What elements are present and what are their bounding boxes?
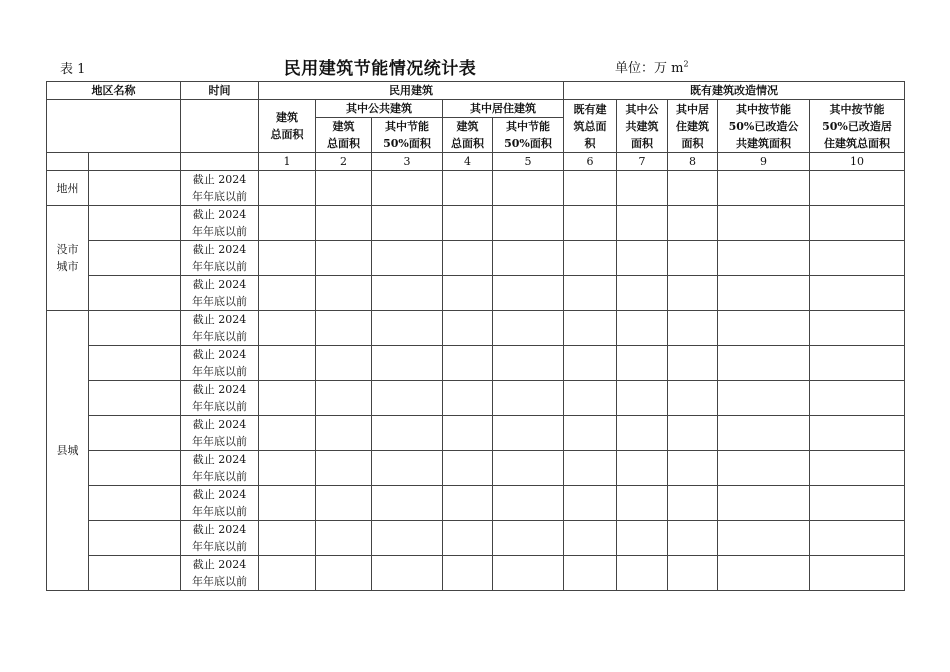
data-cell[interactable] bbox=[316, 276, 372, 311]
data-cell[interactable] bbox=[564, 521, 617, 556]
data-cell[interactable] bbox=[617, 276, 668, 311]
data-cell[interactable] bbox=[316, 556, 372, 591]
header-retrofit-public bbox=[718, 100, 810, 153]
data-cell[interactable] bbox=[372, 276, 443, 311]
time-line2: 年年底以前 bbox=[192, 540, 247, 553]
data-cell[interactable] bbox=[718, 486, 810, 521]
data-cell[interactable] bbox=[316, 206, 372, 241]
data-cell[interactable] bbox=[617, 171, 668, 206]
column-number: 9 bbox=[718, 153, 810, 171]
time-line2: 年年底以前 bbox=[192, 225, 247, 238]
table-row bbox=[47, 346, 905, 381]
header-total-area bbox=[259, 100, 316, 153]
data-cell[interactable] bbox=[718, 241, 810, 276]
header-civil-buildings: 民用建筑 bbox=[259, 82, 564, 100]
data-cell[interactable] bbox=[668, 346, 718, 381]
data-cell[interactable] bbox=[718, 451, 810, 486]
data-cell[interactable] bbox=[259, 206, 316, 241]
region-city-line2: 城市 bbox=[56, 260, 79, 273]
data-cell[interactable] bbox=[718, 171, 810, 206]
data-cell[interactable] bbox=[718, 276, 810, 311]
header-residential-group: 其中居住建筑 bbox=[443, 100, 564, 118]
column-number: 6 bbox=[564, 153, 617, 171]
time-line1: 截止 2024 bbox=[192, 453, 247, 466]
header-existing-residential bbox=[668, 100, 718, 153]
data-cell[interactable] bbox=[617, 451, 668, 486]
data-cell[interactable] bbox=[617, 311, 668, 346]
unit-label bbox=[615, 57, 689, 76]
data-cell[interactable] bbox=[564, 416, 617, 451]
data-cell[interactable] bbox=[316, 171, 372, 206]
time-cell bbox=[181, 311, 259, 346]
header-retrofit-residential-line3: 住建筑总面积 bbox=[824, 136, 890, 150]
data-cell[interactable] bbox=[617, 521, 668, 556]
table-row bbox=[47, 556, 905, 591]
data-cell[interactable] bbox=[493, 206, 564, 241]
data-cell[interactable] bbox=[617, 206, 668, 241]
region-subname-cell[interactable] bbox=[89, 521, 181, 556]
time-line1: 截止 2024 bbox=[192, 348, 247, 361]
data-cell[interactable] bbox=[259, 346, 316, 381]
time-line1: 截止 2024 bbox=[192, 418, 247, 431]
data-cell[interactable] bbox=[493, 521, 564, 556]
time-line1: 截止 2024 bbox=[192, 558, 247, 571]
data-cell[interactable] bbox=[617, 346, 668, 381]
header-public-group: 其中公共建筑 bbox=[316, 100, 443, 118]
table-row bbox=[47, 521, 905, 556]
data-cell[interactable] bbox=[372, 486, 443, 521]
table-row bbox=[47, 381, 905, 416]
data-cell[interactable] bbox=[443, 486, 493, 521]
region-subname-cell[interactable] bbox=[89, 451, 181, 486]
header-public-area bbox=[316, 118, 372, 153]
data-cell[interactable] bbox=[668, 521, 718, 556]
header-retrofit-public-line3: 共建筑面积 bbox=[736, 136, 791, 150]
data-cell[interactable] bbox=[810, 206, 905, 241]
data-cell[interactable] bbox=[810, 311, 905, 346]
data-cell[interactable] bbox=[443, 241, 493, 276]
column-number: 7 bbox=[617, 153, 668, 171]
header-public-50-line2: 50%面积 bbox=[383, 137, 431, 150]
data-cell[interactable] bbox=[564, 311, 617, 346]
region-subname-cell[interactable] bbox=[89, 486, 181, 521]
data-cell[interactable] bbox=[443, 206, 493, 241]
data-cell[interactable] bbox=[668, 486, 718, 521]
column-number: 8 bbox=[668, 153, 718, 171]
header-existing-public-line1: 其中公 bbox=[625, 102, 659, 116]
data-cell[interactable] bbox=[316, 416, 372, 451]
data-cell[interactable] bbox=[493, 451, 564, 486]
time-line2: 年年底以前 bbox=[192, 260, 247, 273]
table-row bbox=[47, 311, 905, 346]
data-cell[interactable] bbox=[259, 521, 316, 556]
data-cell[interactable] bbox=[316, 486, 372, 521]
data-cell[interactable] bbox=[564, 206, 617, 241]
data-cell[interactable] bbox=[617, 241, 668, 276]
column-number-row bbox=[47, 153, 905, 171]
time-line2: 年年底以前 bbox=[192, 330, 247, 343]
time-line1: 截止 2024 bbox=[192, 208, 247, 221]
header-existing-public bbox=[617, 100, 668, 153]
header-retrofit-residential-line1: 其中按节能 bbox=[829, 102, 885, 116]
data-cell[interactable] bbox=[617, 486, 668, 521]
data-cell[interactable] bbox=[718, 206, 810, 241]
data-cell[interactable] bbox=[668, 311, 718, 346]
data-cell[interactable] bbox=[493, 276, 564, 311]
data-cell[interactable] bbox=[668, 206, 718, 241]
data-cell[interactable] bbox=[564, 381, 617, 416]
region-subname-cell[interactable] bbox=[89, 416, 181, 451]
time-cell bbox=[181, 521, 259, 556]
data-cell[interactable] bbox=[718, 521, 810, 556]
data-cell[interactable] bbox=[493, 556, 564, 591]
time-cell bbox=[181, 346, 259, 381]
data-cell[interactable] bbox=[316, 451, 372, 486]
data-cell[interactable] bbox=[372, 521, 443, 556]
data-cell[interactable] bbox=[718, 381, 810, 416]
table-number: 表 1 bbox=[60, 62, 86, 77]
header-existing-retrofit: 既有建筑改造情况 bbox=[564, 82, 905, 100]
colnum-blank bbox=[181, 153, 259, 171]
time-line2: 年年底以前 bbox=[192, 190, 247, 203]
data-cell[interactable] bbox=[316, 311, 372, 346]
data-cell[interactable] bbox=[443, 521, 493, 556]
region-city bbox=[47, 206, 89, 311]
header-total-area-line2: 总面积 bbox=[270, 128, 304, 141]
data-cell[interactable] bbox=[810, 556, 905, 591]
data-cell[interactable] bbox=[564, 171, 617, 206]
header-row-2 bbox=[47, 100, 905, 118]
data-cell[interactable] bbox=[493, 381, 564, 416]
data-cell[interactable] bbox=[493, 171, 564, 206]
region-subname-cell[interactable] bbox=[89, 276, 181, 311]
table-row bbox=[47, 276, 905, 311]
data-cell[interactable] bbox=[443, 556, 493, 591]
data-cell[interactable] bbox=[668, 276, 718, 311]
data-cell[interactable] bbox=[259, 416, 316, 451]
time-line1: 截止 2024 bbox=[192, 173, 247, 186]
time-cell bbox=[181, 416, 259, 451]
time-line2: 年年底以前 bbox=[192, 470, 247, 483]
region-subname-cell[interactable] bbox=[89, 311, 181, 346]
time-line2: 年年底以前 bbox=[192, 295, 247, 308]
data-cell[interactable] bbox=[564, 346, 617, 381]
data-cell[interactable] bbox=[564, 451, 617, 486]
data-cell[interactable] bbox=[668, 416, 718, 451]
data-cell[interactable] bbox=[668, 171, 718, 206]
data-cell[interactable] bbox=[443, 346, 493, 381]
time-line1: 截止 2024 bbox=[192, 278, 247, 291]
data-cell[interactable] bbox=[810, 451, 905, 486]
data-cell[interactable] bbox=[372, 381, 443, 416]
data-cell[interactable] bbox=[316, 346, 372, 381]
time-cell bbox=[181, 276, 259, 311]
header-existing-residential-line3: 面积 bbox=[681, 136, 704, 150]
data-cell[interactable] bbox=[443, 381, 493, 416]
data-cell[interactable] bbox=[259, 556, 316, 591]
region-city-line1: 没市 bbox=[56, 243, 79, 256]
data-cell[interactable] bbox=[372, 311, 443, 346]
time-line1: 截止 2024 bbox=[192, 243, 247, 256]
header-existing-total-line1: 既有建 bbox=[573, 102, 607, 116]
data-cell[interactable] bbox=[316, 241, 372, 276]
header-blank-region bbox=[47, 100, 181, 153]
header-existing-residential-line2: 住建筑 bbox=[676, 119, 709, 133]
data-cell[interactable] bbox=[493, 241, 564, 276]
column-number: 2 bbox=[316, 153, 372, 171]
data-cell[interactable] bbox=[372, 346, 443, 381]
column-number: 4 bbox=[443, 153, 493, 171]
data-cell[interactable] bbox=[617, 416, 668, 451]
header-public-50-line1: 其中节能 bbox=[385, 120, 429, 133]
header-retrofit-residential bbox=[810, 100, 905, 153]
data-cell[interactable] bbox=[668, 556, 718, 591]
data-cell[interactable] bbox=[443, 451, 493, 486]
unit-prefix: 单位：万 m bbox=[615, 61, 684, 76]
column-number: 10 bbox=[810, 153, 905, 171]
header-existing-total-line2: 筑总面 bbox=[573, 119, 607, 133]
table-row bbox=[47, 206, 905, 241]
header-retrofit-residential-line2: 50%已改造居 bbox=[822, 119, 892, 133]
header-region: 地区名称 bbox=[47, 82, 181, 100]
data-cell[interactable] bbox=[810, 416, 905, 451]
document-title: 民用建筑节能情况统计表 bbox=[283, 59, 477, 79]
data-cell[interactable] bbox=[316, 381, 372, 416]
region-subname-cell[interactable] bbox=[89, 206, 181, 241]
data-cell[interactable] bbox=[718, 416, 810, 451]
data-cell[interactable] bbox=[316, 521, 372, 556]
header-public-50 bbox=[372, 118, 443, 153]
data-cell[interactable] bbox=[259, 171, 316, 206]
data-cell[interactable] bbox=[718, 346, 810, 381]
region-county: 县城 bbox=[47, 311, 89, 591]
data-cell[interactable] bbox=[372, 206, 443, 241]
data-cell[interactable] bbox=[493, 346, 564, 381]
time-line2: 年年底以前 bbox=[192, 365, 247, 378]
table-row bbox=[47, 416, 905, 451]
data-cell[interactable] bbox=[668, 451, 718, 486]
table-row bbox=[47, 451, 905, 486]
time-line1: 截止 2024 bbox=[192, 313, 247, 326]
header-residential-50-line1: 其中节能 bbox=[506, 120, 550, 133]
time-line1: 截止 2024 bbox=[192, 523, 247, 536]
header-residential-area-line2: 总面积 bbox=[451, 137, 484, 150]
data-cell[interactable] bbox=[668, 241, 718, 276]
time-line2: 年年底以前 bbox=[192, 505, 247, 518]
data-cell[interactable] bbox=[617, 556, 668, 591]
data-cell[interactable] bbox=[259, 276, 316, 311]
column-number: 5 bbox=[493, 153, 564, 171]
header-residential-50-line2: 50%面积 bbox=[504, 137, 552, 150]
data-cell[interactable] bbox=[810, 346, 905, 381]
data-cell[interactable] bbox=[443, 276, 493, 311]
data-cell[interactable] bbox=[372, 241, 443, 276]
time-cell bbox=[181, 556, 259, 591]
header-retrofit-public-line1: 其中按节能 bbox=[736, 102, 791, 116]
header-public-area-line2: 总面积 bbox=[327, 137, 360, 150]
data-cell[interactable] bbox=[443, 416, 493, 451]
time-line1: 截止 2024 bbox=[192, 488, 247, 501]
data-cell[interactable] bbox=[372, 451, 443, 486]
time-cell bbox=[181, 486, 259, 521]
time-line2: 年年底以前 bbox=[192, 435, 247, 448]
data-cell[interactable] bbox=[372, 556, 443, 591]
data-cell[interactable] bbox=[259, 451, 316, 486]
data-cell[interactable] bbox=[564, 276, 617, 311]
header-total-area-line1: 建筑 bbox=[276, 111, 298, 124]
region-prefecture: 地州 bbox=[47, 171, 89, 206]
data-cell[interactable] bbox=[810, 171, 905, 206]
data-cell[interactable] bbox=[372, 171, 443, 206]
document-header bbox=[0, 52, 950, 80]
column-number: 1 bbox=[259, 153, 316, 171]
header-residential-area bbox=[443, 118, 493, 153]
colnum-blank bbox=[47, 153, 89, 171]
header-public-area-line1: 建筑 bbox=[332, 120, 355, 133]
time-cell bbox=[181, 451, 259, 486]
time-cell bbox=[181, 171, 259, 206]
header-residential-50 bbox=[493, 118, 564, 153]
data-cell[interactable] bbox=[617, 381, 668, 416]
region-subname-cell[interactable] bbox=[89, 556, 181, 591]
data-cell[interactable] bbox=[810, 241, 905, 276]
data-cell[interactable] bbox=[443, 171, 493, 206]
data-cell[interactable] bbox=[259, 241, 316, 276]
header-retrofit-public-line2: 50%已改造公 bbox=[728, 119, 799, 133]
data-cell[interactable] bbox=[668, 381, 718, 416]
time-line2: 年年底以前 bbox=[192, 575, 247, 588]
data-cell[interactable] bbox=[259, 486, 316, 521]
data-cell[interactable] bbox=[493, 416, 564, 451]
data-cell[interactable] bbox=[564, 241, 617, 276]
data-cell[interactable] bbox=[718, 311, 810, 346]
data-cell[interactable] bbox=[810, 381, 905, 416]
header-time: 时间 bbox=[181, 82, 259, 100]
unit-superscript: 2 bbox=[683, 59, 689, 69]
table-row bbox=[47, 241, 905, 276]
time-line1: 截止 2024 bbox=[192, 383, 247, 396]
data-cell[interactable] bbox=[564, 556, 617, 591]
colnum-blank bbox=[89, 153, 181, 171]
data-cell[interactable] bbox=[443, 311, 493, 346]
region-subname-cell[interactable] bbox=[89, 171, 181, 206]
column-number: 3 bbox=[372, 153, 443, 171]
data-cell[interactable] bbox=[372, 416, 443, 451]
time-line2: 年年底以前 bbox=[192, 400, 247, 413]
region-subname-cell[interactable] bbox=[89, 241, 181, 276]
data-cell[interactable] bbox=[718, 556, 810, 591]
time-cell bbox=[181, 241, 259, 276]
header-blank-time bbox=[181, 100, 259, 153]
data-cell[interactable] bbox=[810, 486, 905, 521]
data-cell[interactable] bbox=[810, 276, 905, 311]
header-existing-residential-line1: 其中居 bbox=[676, 102, 709, 116]
statistics-table bbox=[46, 81, 905, 591]
data-cell[interactable] bbox=[259, 311, 316, 346]
header-existing-total-line3: 积 bbox=[584, 136, 596, 150]
region-subname-cell[interactable] bbox=[89, 346, 181, 381]
data-cell[interactable] bbox=[810, 521, 905, 556]
table-row bbox=[47, 486, 905, 521]
header-residential-area-line1: 建筑 bbox=[456, 120, 479, 133]
data-cell[interactable] bbox=[564, 486, 617, 521]
table-row bbox=[47, 171, 905, 206]
header-row-1 bbox=[47, 82, 905, 100]
data-cell[interactable] bbox=[493, 486, 564, 521]
data-cell[interactable] bbox=[493, 311, 564, 346]
time-cell bbox=[181, 206, 259, 241]
data-cell[interactable] bbox=[259, 381, 316, 416]
region-subname-cell[interactable] bbox=[89, 381, 181, 416]
header-existing-public-line3: 面积 bbox=[631, 136, 653, 150]
time-cell bbox=[181, 381, 259, 416]
header-existing-public-line2: 共建筑 bbox=[625, 119, 659, 133]
header-existing-total bbox=[564, 100, 617, 153]
